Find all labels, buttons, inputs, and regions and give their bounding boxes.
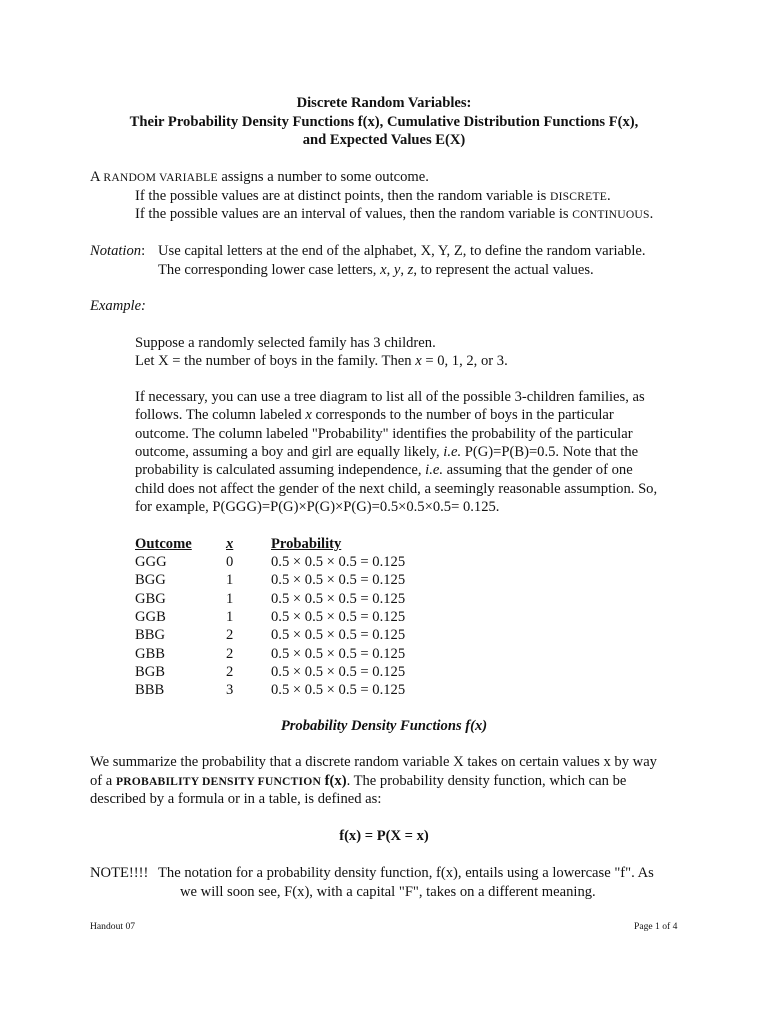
table-cell-probability: 0.5 × 0.5 × 0.5 = 0.125 [271,682,406,699]
term-fx: f(x) [321,773,347,789]
title-line-2: Their Probability Density Functions f(x), Cumulative Distribution Functions F(x), [129,114,639,130]
example-p2-line-5-pre: probability is calculated assuming independence, [135,462,426,478]
pdf-formula-text: f(x) = P(X = x) [339,828,429,844]
example-p1-line-2-post: = 0, 1, 2, or 3. [421,353,508,369]
table-cell-outcome: BBG [135,627,166,644]
table-cell-x: 1 [226,590,234,607]
example-p2-line-2-post: corresponds to the number of boys in the particular [311,407,614,423]
example-p2-ie-2: i.e. [425,462,444,478]
pdf-p1-line-2-post: . The probability density function, which can be [346,773,627,789]
notation-sep-2: , [400,262,408,278]
pdf-p1-line-2-pre: of a [90,773,116,789]
note-line-2: we will soon see, F(x), with a capital "F", takes on a different meaning. [180,884,596,900]
example-p1-var-x: x [415,353,422,369]
term-pdf: PROBABILITY DENSITY FUNCTION [115,775,322,788]
intro-discrete-period: . [607,188,611,204]
example-p1-line-1: Suppose a randomly selected family has 3 children. [135,335,436,351]
table-cell-probability: 0.5 × 0.5 × 0.5 = 0.125 [271,554,406,570]
example-p2-ie-1: i.e. [443,444,462,460]
example-p2-line-4 [135,443,638,461]
table-cell-outcome: GBG [135,590,166,607]
title-line-1: Discrete Random Variables: [296,95,472,111]
notation-line-2 [158,261,594,279]
table-cell-probability: 0.5 × 0.5 × 0.5 = 0.125 [271,663,406,680]
table-cell-outcome: BGG [135,572,166,589]
table-cell-outcome: GBB [135,645,166,662]
pdf-p1-line-1: We summarize the probability that a discrete random variable X takes on certain values x by way [90,754,657,770]
table-cell-outcome: GGB [135,608,166,625]
notation-line-1: Use capital letters at the end of the alphabet, X, Y, Z, to define the random variable. [158,243,646,259]
term-random-variable: RANDOM VARIABLE [103,171,218,184]
table-cell-probability: 0.5 × 0.5 × 0.5 = 0.125 [271,590,406,607]
notation-colon: : [141,243,146,259]
example-p2-line-7: for example, P(GGG)=P(G)×P(G)×P(G)=0.5×0.5×0.5= 0.125. [135,499,500,515]
intro-a-text: A [90,169,104,185]
notation-label-text: Notation [90,243,142,259]
intro-line-1 [90,168,429,187]
table-cell-x: 0 [226,554,234,570]
note-label: NOTE!!!! [90,865,149,881]
example-label [90,297,146,315]
example-p2-line-4-pre: outcome, assuming a boy and girl are equally likely, [135,444,444,460]
example-p1-line-2-pre: Let X = the number of boys in the family. Then [135,353,416,369]
note-line-1: The notation for a probability density function, f(x), entails using a lowercase "f". As [158,865,654,881]
example-label-text: Example: [90,298,146,314]
example-p2-line-3: outcome. The column labeled "Probability" identifies the probability of the particular [135,426,633,442]
notation-var-x: x [380,262,387,278]
example-p2-line-5-post: assuming that the gender of one [443,462,633,478]
example-p2-line-6: child does not affect the gender of the next child, a seemingly reasonable assumption. So, [135,481,658,497]
example-p2-line-1: If necessary, you can use a tree diagram to list all of the possible 3-children families, as [135,389,645,405]
pdf-formula [0,827,768,845]
intro-line-3 [135,205,653,224]
table-cell-x: 2 [226,627,234,644]
example-p1-line-2 [135,352,508,370]
table-cell-outcome: GGG [135,554,167,570]
term-continuous: CONTINUOUS [572,208,650,221]
intro-assigns-text: assigns a number to some outcome. [217,169,429,185]
table-header-outcome: Outcome [135,536,192,552]
example-p2-var-x: x [305,407,312,423]
notation-sep-1: , [386,262,394,278]
table-cell-x: 2 [226,663,234,680]
notation-line-2-pre: The corresponding lower case letters, [158,262,381,278]
table-cell-probability: 0.5 × 0.5 × 0.5 = 0.125 [271,572,406,589]
table-cell-probability: 0.5 × 0.5 × 0.5 = 0.125 [271,645,406,662]
footer-page-number: Page 1 of 4 [634,921,678,932]
table-cell-x: 3 [226,682,234,699]
section-heading-pdf [0,717,768,735]
table-cell-outcome: BBB [135,682,165,699]
example-p2-line-2 [135,406,614,424]
table-cell-outcome: BGB [135,663,166,680]
term-discrete: DISCRETE [550,190,608,203]
intro-continuous-period: . [649,206,654,222]
pdf-p1-line-2 [90,772,626,791]
table-cell-x: 2 [226,645,234,662]
notation-line-2-post: , to represent the actual values. [413,262,594,278]
example-p2-line-2-pre: follows. The column labeled [135,407,306,423]
table-cell-x: 1 [226,572,234,589]
table-header-probability: Probability [271,536,342,552]
title-line-3: and Expected Values E(X) [302,132,466,148]
footer-handout: Handout 07 [90,921,136,932]
table-cell-probability: 0.5 × 0.5 × 0.5 = 0.125 [271,627,406,644]
example-p2-line-5 [135,461,633,479]
table-cell-x: 1 [226,608,234,625]
intro-discrete-text: If the possible values are at distinct points, then the random variable is [135,188,551,204]
example-p2-line-4-post: P(G)=P(B)=0.5. Note that the [461,444,639,460]
table-cell-probability: 0.5 × 0.5 × 0.5 = 0.125 [271,608,406,625]
intro-line-2 [135,187,611,206]
intro-continuous-text: If the possible values are an interval of values, then the random variable is [135,206,573,222]
notation-var-z: z [407,262,414,278]
section-heading-pdf-text: Probability Density Functions f(x) [280,718,488,734]
notation-label [90,242,145,260]
notation-var-y: y [393,262,401,278]
pdf-p1-line-3: described by a formula or in a table, is defined as: [90,791,382,807]
table-header-x: x [226,536,234,552]
